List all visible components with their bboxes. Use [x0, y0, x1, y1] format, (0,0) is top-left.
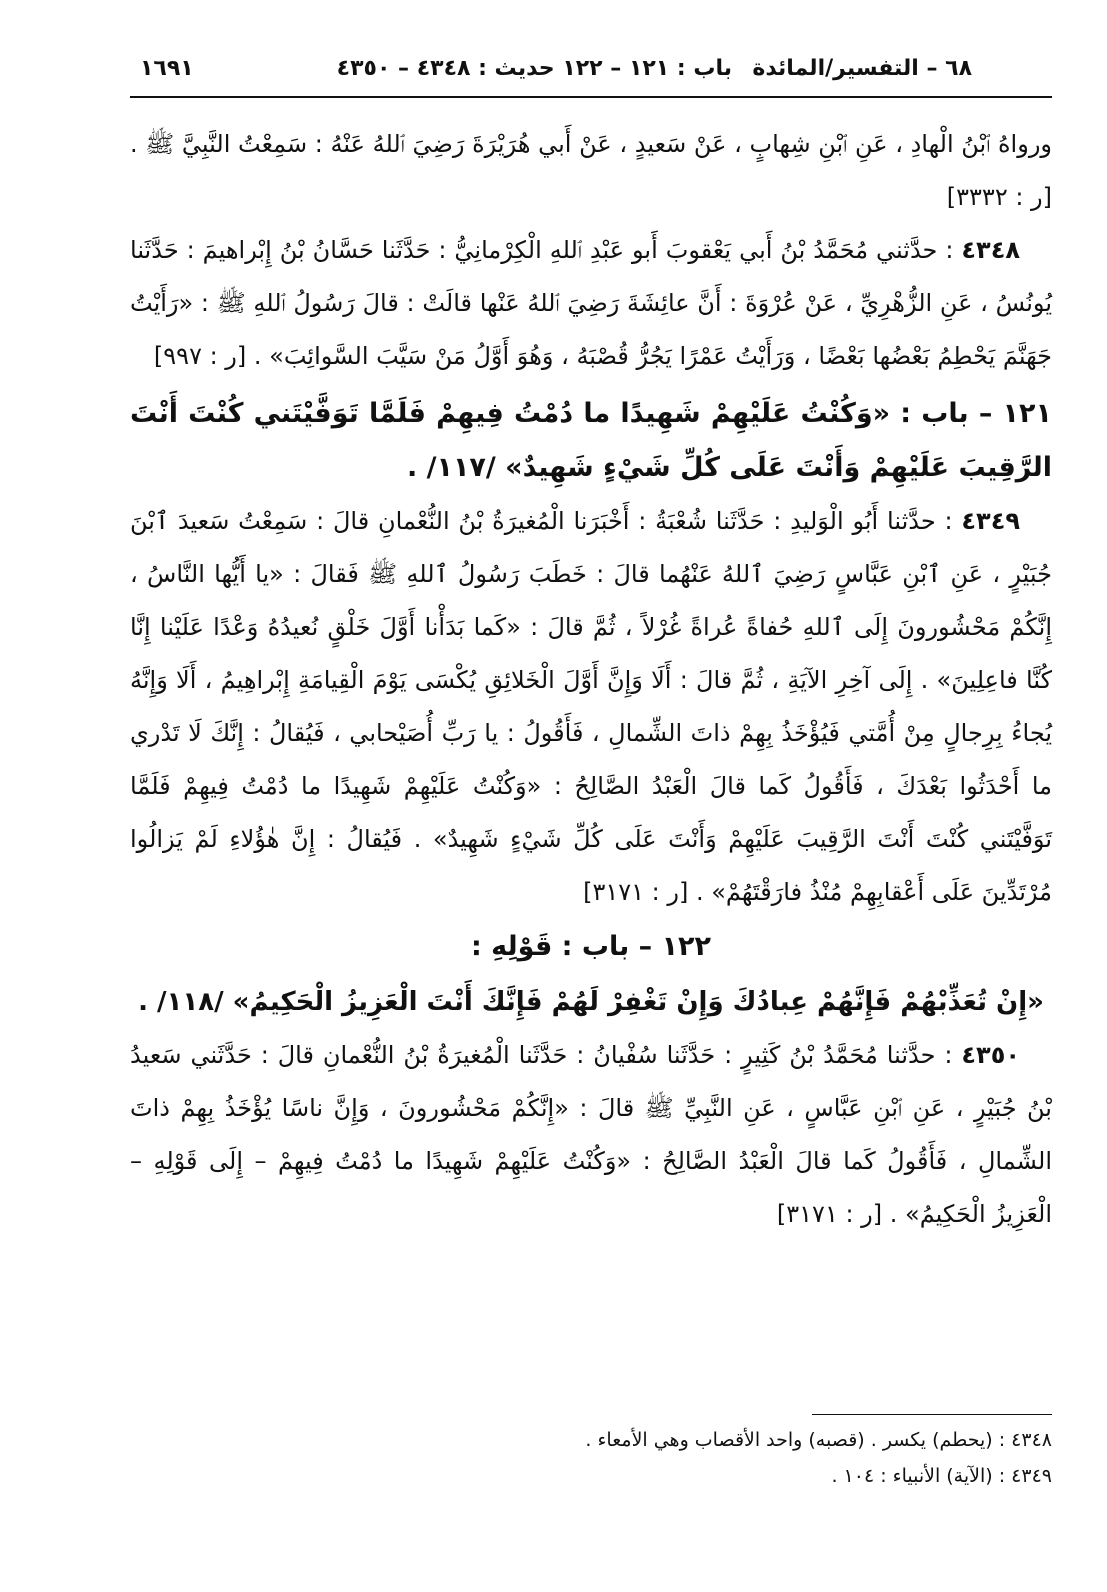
hadith-number: ٤٣٥٠: [961, 1041, 1020, 1069]
cross-reference: [ر : ٣١٧١]: [583, 878, 689, 906]
chapter-heading-121: ١٢١ – باب : «وَكُنْتُ عَلَيْهِمْ شَهِيدًا ما دُمْتُ فِيهِمْ فَلَمَّا تَوَفَّيْتَني كُنْتَ أَنْتَ الرَّقِيبَ عَلَيْهِمْ وَأَنْتَ عَلَى كُلِّ شَيْءٍ شَهِيدٌ» /١١٧/ .: [130, 398, 1052, 483]
footnote-4348: ٤٣٤٨ : (يحطم) يكسر . (قصبه) واحد الأقصاب وهي الأمعاء .: [585, 1429, 1052, 1451]
narration-text: ورواهُ ٱبْنُ الْهادِ ، عَنِ ٱبْنِ شِهابٍ ، عَنْ سَعيدٍ ، عَنْ أَبي هُرَيْرَةَ رَضِيَ ٱللهُ عَنْهُ : سَمِعْتُ النَّبِيَّ ﷺ .: [130, 130, 1052, 158]
header-book-title: ٦٨ – التفسير/المائدة: [752, 56, 972, 81]
main-text: [130, 118, 1052, 1241]
hadith-4348: [130, 224, 1052, 383]
hadith-4349: [130, 495, 1052, 919]
footnote-divider: [812, 1414, 1052, 1415]
hadith-number: ٤٣٤٩: [961, 507, 1020, 535]
cross-reference: [ر : ٣١٧١]: [776, 1200, 883, 1228]
footnotes: [130, 1422, 1052, 1494]
footnote-4349: ٤٣٤٩ : (الآية) الأنبياء : ١٠٤ .: [831, 1465, 1052, 1487]
cross-reference: [ر : ٩٩٧]: [153, 342, 247, 370]
hadith-4350: [130, 1029, 1052, 1241]
cross-reference: [ر : ٣٣٣٢]: [946, 183, 1052, 211]
narration-paragraph: [130, 118, 1052, 224]
hadith-text: : حدَّثنا مُحَمَّدُ بْنُ كَثِيرٍ : حَدَّثَنا سُفْيانُ : حَدَّثَنا الْمُغيرَةُ بْنُ النُّعْمانِ قالَ : حَدَّثَني سَعيدُ بْنُ جُبَيْرٍ ، عَنِ ٱبْنِ عَبَّاسٍ ، عَنِ النَّبِيِّ ﷺ قالَ : «إِنَّكُمْ مَحْشُورونَ ، وَإِنَّ ناسًا يُؤْخَذُ بِهِمْ ذاتَ الشِّمالِ ، فَأَقُولُ كَما قالَ الْعَبْدُ الصَّالِحُ : «وَكُنْتُ عَلَيْهِمْ شَهِيدًا ما دُمْتُ فِيهِمْ – إِلَى قَوْلِهِ – الْعَزِيزُ الْحَكِيمُ» .: [130, 1041, 1052, 1228]
page-number: ١٦٩١: [140, 56, 194, 81]
hadith-text: : حدَّثني مُحَمَّدُ بْنُ أَبي يَعْقوبَ أَبو عَبْدِ ٱللهِ الْكِرْمانِيُّ : حَدَّثَنا حَسَّانُ بْنُ إِبْراهيمَ : حَدَّثَنا يُونُسُ ، عَنِ الزُّهْرِيِّ ، عَنْ عُرْوَةَ : أَنَّ عائِشَةَ رَضِيَ ٱللهُ عَنْها قالَتْ : قالَ رَسُولُ ٱللهِ ﷺ : «رَأَيْتُ جَهَنَّمَ يَحْطِمُ بَعْضُها بَعْضًا ، وَرَأَيْتُ عَمْرًا يَجُرُّ قُصْبَهُ ، وَهُوَ أَوَّلُ مَنْ سَيَّبَ السَّوائِبَ» .: [130, 236, 1052, 370]
hadith-number: ٤٣٤٨: [961, 236, 1020, 264]
chapter-heading-122: ١٢٢ – باب : قَوْلِهِ :: [470, 931, 712, 962]
chapter-verse-122: «إِنْ تُعَذِّبْهُمْ فَإِنَّهُمْ عِبادُكَ وَإِنْ تَغْفِرْ لَهُمْ فَإِنَّكَ أَنْتَ الْعَزِيزُ الْحَكِيمُ» /١١٨/ .: [138, 987, 1044, 1017]
header-divider: [130, 96, 1052, 98]
header-section-range: باب : ١٢١ – ١٢٢ حديث : ٤٣٤٨ – ٤٣٥٠: [336, 56, 732, 81]
hadith-text: : حدَّثنا أَبُو الْوَليدِ : حَدَّثَنا شُعْبَةُ : أَخْبَرَنا الْمُغيرَةُ بْنُ النُّعْمانِ قالَ : سَمِعْتُ سَعيدَ ٱبْنَ جُبَيْرٍ ، عَنِ ٱبْنِ عَبَّاسٍ رَضِيَ ٱللهُ عَنْهُما قالَ : خَطَبَ رَسُولُ ٱللهِ ﷺ فَقالَ : «يا أَيُّها النَّاسُ ، إِنَّكُمْ مَحْشُورونَ إِلَى ٱللهِ حُفاةً عُراةً غُرْلاً ، ثُمَّ قالَ : «كَما بَدَأْنا أَوَّلَ خَلْقٍ نُعيدُهُ وَعْدًا عَلَيْنا إِنَّا كُنَّا فاعِلِينَ» . إِلَى آخِرِ الآيَةِ ، ثُمَّ قالَ : أَلَا وَإِنَّ أَوَّلَ الْخَلائِقِ يُكْسَى يَوْمَ الْقِيامَةِ إِبْراهِيمُ ، أَلَا وَإِنَّهُ يُجاءُ بِرِجالٍ مِنْ أُمَّتي فَيُؤْخَذُ بِهِمْ ذاتَ الشِّمالِ ، فَأَقُولُ : يا رَبِّ أُصَيْحابي ، فَيُقالُ : إِنَّكَ لَا تَدْري ما أَحْدَثُوا بَعْدَكَ ، فَأَقُولُ كَما قالَ الْعَبْدُ الصَّالِحُ : «وَكُنْتُ عَلَيْهِمْ شَهِيدًا ما دُمْتُ فِيهِمْ فَلَمَّا تَوَفَّيْتَني كُنْتَ أَنْتَ الرَّقِيبَ عَلَيْهِمْ وَأَنْتَ عَلَى كُلِّ شَيْءٍ شَهِيدٌ» . فَيُقالُ : إِنَّ هٰؤُلاءِ لَمْ يَزالُوا مُرْتَدِّينَ عَلَى أَعْقابِهِمْ مُنْذُ فارَقْتَهُمْ» .: [130, 507, 1052, 906]
running-header: [132, 52, 972, 92]
